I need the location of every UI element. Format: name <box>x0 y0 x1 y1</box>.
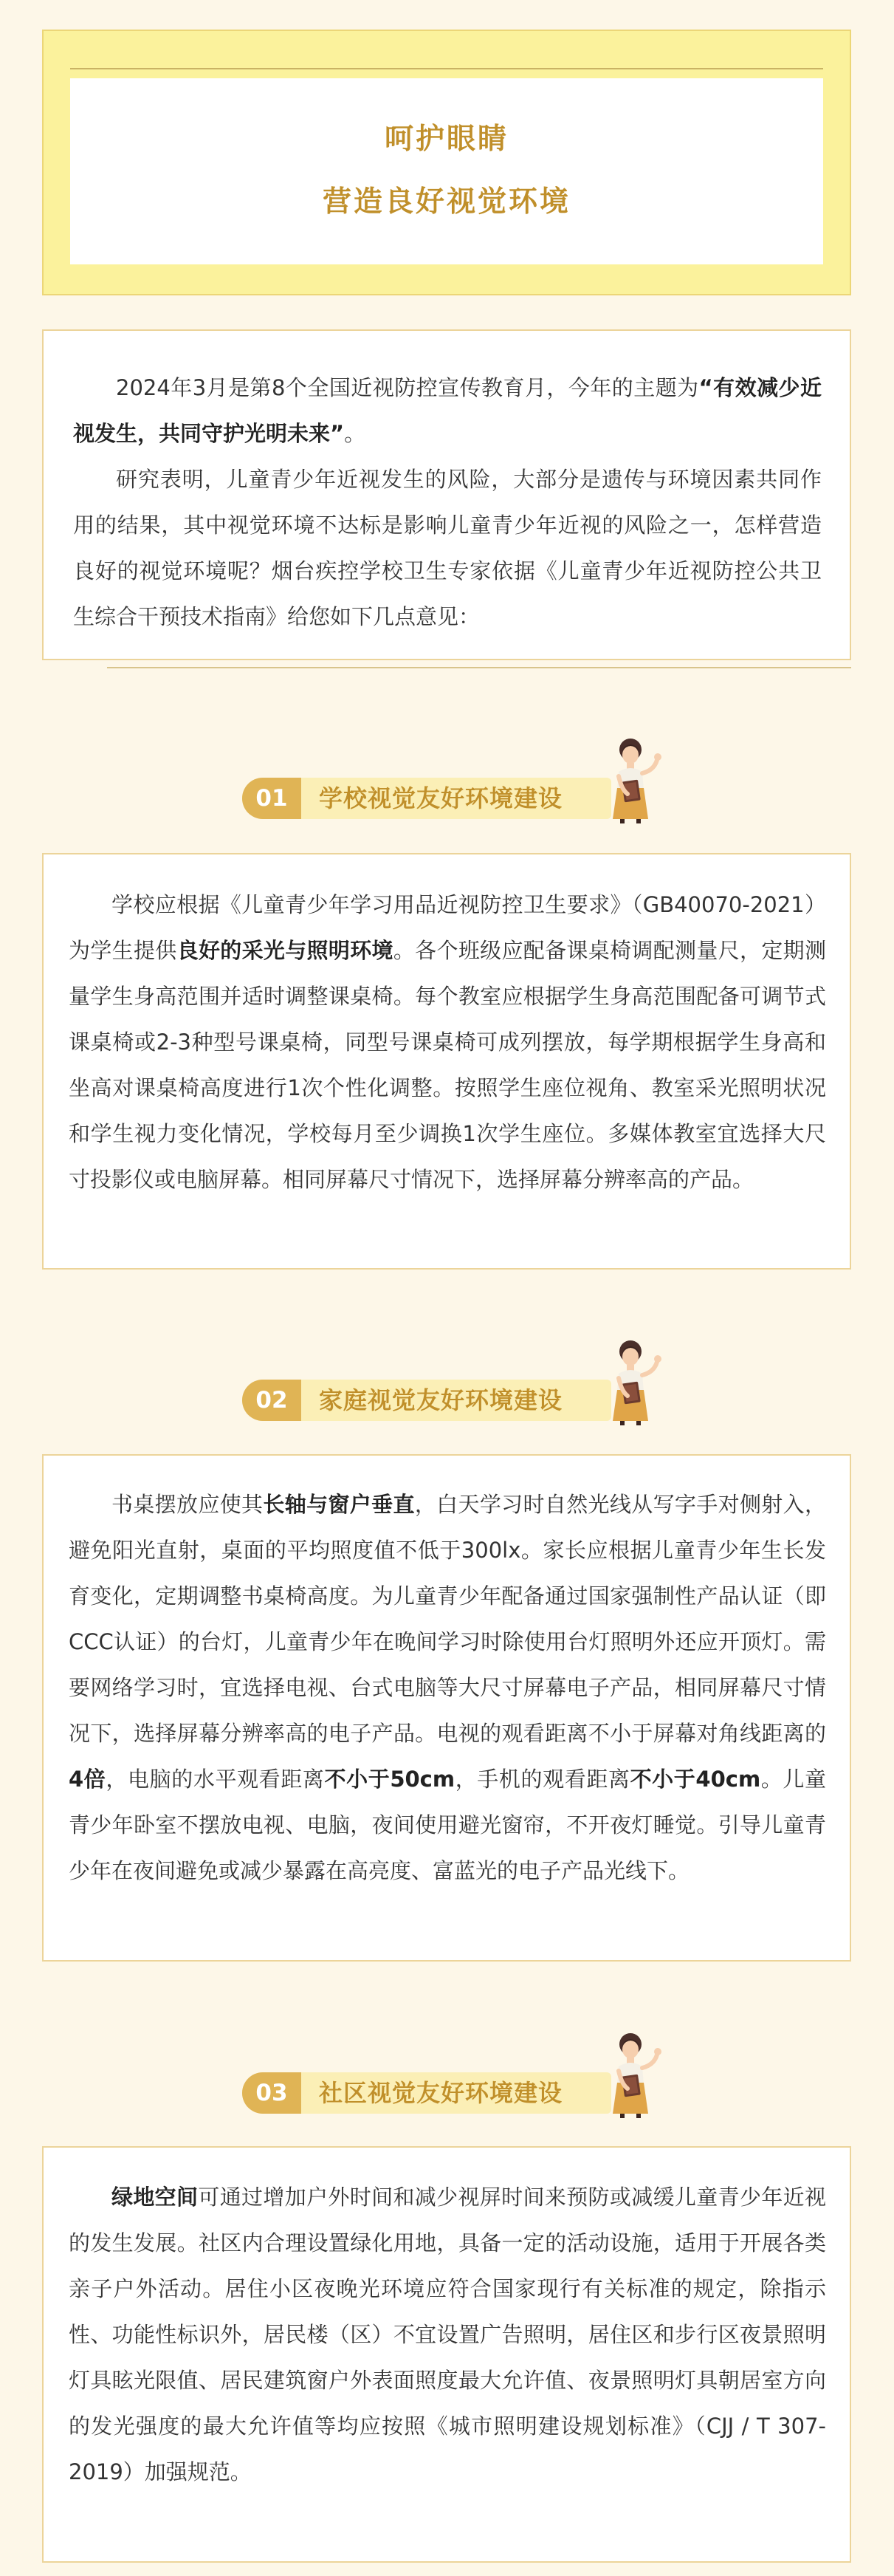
title-line-2: 营造良好视觉环境 <box>322 185 571 219</box>
section-02-text-d: ，手机的观看距离 <box>455 1767 630 1792</box>
section-02-text-c: ，电脑的水平观看距离 <box>106 1767 325 1792</box>
section-number-badge: 01 <box>242 778 301 819</box>
section-title: 学校视觉友好环境建设 <box>319 784 563 812</box>
intro-paragraph-1 <box>73 365 822 456</box>
section-02-paragraph <box>69 1481 826 1894</box>
teacher-illustration-icon <box>596 2029 664 2118</box>
section-02-highlight-tv-distance: 4倍 <box>69 1767 106 1792</box>
section-01-text-a: 学校应根据《儿童青少年学习用品近视防控卫生要求》（GB40070-2021）为学生提供 <box>69 892 826 963</box>
title-banner <box>42 30 851 295</box>
section-02-text-e: 。儿童青少年卧室不摆放电视、电脑，夜间使用避光窗帘，不开夜灯睡觉。引导儿童青少年在夜间避免或减少暴露在高亮度、富蓝光的电子产品光线下。 <box>69 1767 826 1883</box>
section-number-badge: 03 <box>242 2072 301 2114</box>
section-card-02 <box>42 1454 851 1962</box>
section-title: 社区视觉友好环境建设 <box>319 2079 563 2107</box>
section-card-03 <box>42 2146 851 2563</box>
title-panel <box>70 78 823 264</box>
intro-text: 2024年3月是第8个全国近视防控宣传教育月，今年的主题为 <box>116 375 699 400</box>
title-line-1: 呵护眼睛 <box>384 123 509 157</box>
teacher-illustration-icon <box>596 735 664 823</box>
title-divider <box>70 68 823 69</box>
section-02-highlight-phone-distance: 不小于40cm <box>630 1767 761 1792</box>
section-title: 家庭视觉友好环境建设 <box>319 1386 563 1414</box>
intro-card-underline <box>107 667 851 668</box>
section-header-01 <box>242 735 664 823</box>
section-header-03 <box>242 2029 664 2118</box>
section-03-paragraph <box>69 2174 826 2495</box>
intro-paragraph-2: 研究表明，儿童青少年近视发生的风险，大部分是遗传与环境因素共同作用的结果，其中视觉环境不达标是影响儿童青少年近视的风险之一，怎样营造良好的视觉环境呢？烟台疾控学校卫生专家依据《儿童青少年近视防控公共卫生综合干预技术指南》给您如下几点意见： <box>73 467 822 629</box>
section-02-highlight-orientation: 长轴与窗户垂直 <box>263 1492 415 1517</box>
teacher-illustration-icon <box>596 1337 664 1425</box>
section-01-text-b: 。各个班级应配备课桌椅调配测量尺，定期测量学生身高范围并适时调整课桌椅。每个教室应根据学生身高范围配备可调节式课桌椅或2-3种型号课桌椅，同型号课桌椅可成列摆放，每学期根据学生身高和坐高对课桌椅高度进行1次个性化调整。按照学生座位视角、教室采光照明状况和学生视力变化情况，学校每月至少调换1次学生座位。多媒体教室宜选择大尺寸投影仪或电脑屏幕。相同屏幕尺寸情况下，选择屏幕分辨率高的产品。 <box>69 938 826 1192</box>
section-01-paragraph <box>69 882 826 1202</box>
section-number-badge: 02 <box>242 1380 301 1421</box>
section-03-text: 可通过增加户外时间和减少视屏时间来预防或减缓儿童青少年近视的发生发展。社区内合理设置绿化用地，具备一定的活动设施，适用于开展各类亲子户外活动。居住小区夜晚光环境应符合国家现行有关标准的规定，除指示性、功能性标识外，居民楼（区）不宜设置广告照明，居住区和步行区夜景照明灯具眩光限值、居民建筑窗户外表面照度最大允许值、夜景照明灯具朝居室方向的发光强度的最大允许值等均应按照《城市照明建设规划标准》（CJJ / T 307-2019）加强规范。 <box>69 2185 826 2484</box>
intro-card <box>42 329 851 660</box>
section-01-highlight: 良好的采光与照明环境 <box>176 938 393 963</box>
section-header-02 <box>242 1337 664 1425</box>
section-02-highlight-pc-distance: 不小于50cm <box>324 1767 455 1792</box>
section-card-01 <box>42 853 851 1270</box>
intro-theme-highlight: “有效减少近视发生，共同守护光明未来” <box>73 375 822 446</box>
section-02-text-b: ，白天学习时自然光线从写字手对侧射入，避免阳光直射，桌面的平均照度值不低于300lx。家长应根据儿童青少年生长发育变化，定期调整书桌椅高度。为儿童青少年配备通过国家强制性产品认证（即CCC认证）的台灯，儿童青少年在晚间学习时除使用台灯照明外还应开顶灯。需要网络学习时，宜选择电视、台式电脑等大尺寸屏幕电子产品，相同屏幕尺寸情况下，选择屏幕分辨率高的电子产品。电视的观看距离不小于屏幕对角线距离的 <box>69 1492 826 1746</box>
intro-text-end: 。 <box>344 421 366 446</box>
section-03-highlight: 绿地空间 <box>111 2185 199 2210</box>
section-02-text-a: 书桌摆放应使其 <box>111 1492 264 1517</box>
